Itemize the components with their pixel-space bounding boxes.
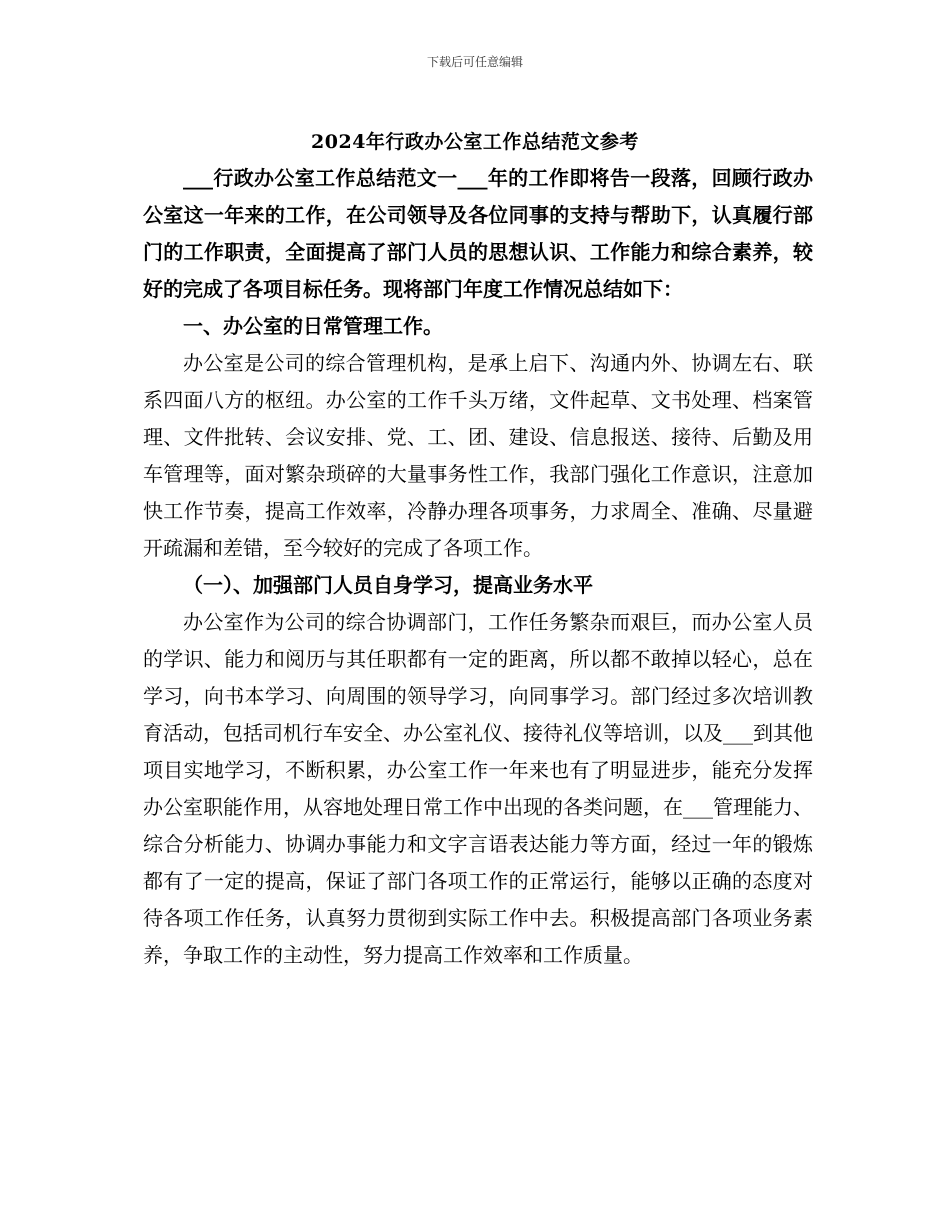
section-paragraph-1: 办公室是公司的综合管理机构，是承上启下、沟通内外、协调左右、联系四面八方的枢纽。办公室的工作千头万绪，文件起草、文书处理、档案管理、文件批转、会议安排、党、工、团、建设、信息报送、接待、后勤及用车管理等，面对繁杂琐碎的大量事务性工作，我部门强化工作意识，注意加快工作节奏，提高工作效率，冷静办理各项事务，力求周全、准确、尽量避开疏漏和差错，至今较好的完成了各项工作。: [143, 351, 813, 560]
section-heading-1: 一、办公室的日常管理工作。: [183, 314, 443, 338]
page-header-note: 下载后可任意编辑: [426, 55, 523, 69]
intro-paragraph: ___行政办公室工作总结范文一___年的工作即将告一段落，回顾行政办公室这一年来的工作，在公司领导及各位同事的支持与帮助下，认真履行部门的工作职责，全面提高了部门人员的思想认识、工作能力和综合素养，较好的完成了各项目标任务。现将部门年度工作情况总结如下：: [143, 166, 813, 301]
subsection-heading-1: （一）、加强部门人员自身学习，提高业务水平: [183, 573, 593, 597]
document-title: 2024年行政办公室工作总结范文参考: [311, 131, 639, 153]
document-body: [143, 160, 813, 974]
subsection-paragraph-1: 办公室作为公司的综合协调部门，工作任务繁杂而艰巨，而办公室人员的学识、能力和阅历与其任职都有一定的距离，所以都不敢掉以轻心，总在学习，向书本学习、向周围的领导学习，向同事学习。部门经过多次培训教育活动，包括司机行车安全、办公室礼仪、接待礼仪等培训，以及___到其他项目实地学习，不断积累，办公室工作一年来也有了明显进步，能充分发挥办公室职能作用，从容地处理日常工作中出现的各类问题，在___管理能力、综合分析能力、协调办事能力和文字言语表达能力等方面，经过一年的锻炼都有了一定的提高，保证了部门各项工作的正常运行，能够以正确的态度对待各项工作任务，认真努力贯彻到实际工作中去。积极提高部门各项业务素养，争取工作的主动性，努力提高工作效率和工作质量。: [143, 610, 813, 967]
